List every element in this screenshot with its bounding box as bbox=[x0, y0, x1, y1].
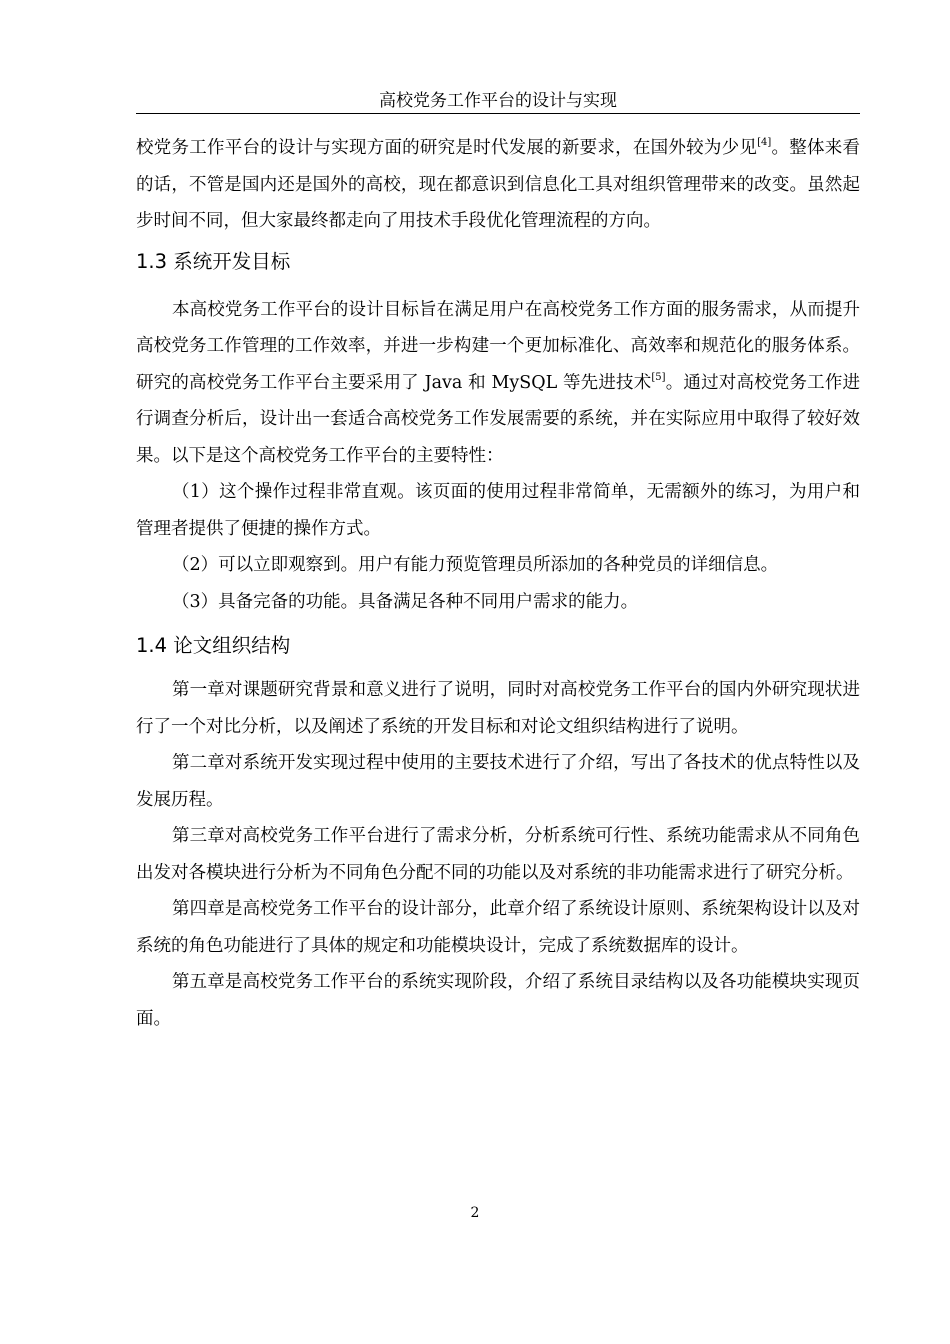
citation-ref-4: [4] bbox=[757, 137, 772, 148]
chapter-summary-4: 第四章是高校党务工作平台的设计部分，此章介绍了系统设计原则、系统架构设计以及对系统的角色功能进行了具体的规定和功能模块设计，完成了系统数据库的设计。 bbox=[136, 899, 860, 956]
page-header-title: 高校党务工作平台的设计与实现 bbox=[379, 91, 617, 111]
page-number: 2 bbox=[470, 1205, 480, 1221]
chapter-summary-5: 第五章是高校党务工作平台的系统实现阶段，介绍了系统目录结构以及各功能模块实现页面。 bbox=[136, 972, 860, 1029]
document-body bbox=[136, 130, 860, 1037]
header-rule bbox=[136, 113, 860, 114]
section-heading-1-4: 1.4 论文组织结构 bbox=[136, 634, 291, 657]
intro-text-part2: 。整体来看的话，不管是国内还是国外的高校，现在都意识到信息化工具对组织管理带来的改变。虽然起步时间不同，但大家最终都走向了用技术手段优化管理流程的方向。 bbox=[136, 138, 861, 231]
para-text-part2: 。通过对高校党务工作进行调查分析后，设计出一套适合高校党务工作发展需要的系统，并在实际应用中取得了较好效果。以下是这个高校党务工作平台的主要特性： bbox=[136, 372, 861, 466]
para-text-part1: 本高校党务工作平台的设计目标旨在满足用户在高校党务工作方面的服务需求，从而提升高校党务工作管理的工作效率，并进一步构建一个更加标准化、高效率和规范化的服务体系。研究的高校党务工作平台主要采用了 Java 和 MySQL 等先进技术 bbox=[136, 299, 860, 393]
intro-text-part1: 校党务工作平台的设计与实现方面的研究是时代发展的新要求，在国外较为少见 bbox=[136, 138, 758, 158]
feature-item-1: （1）这个操作过程非常直观。该页面的使用过程非常简单，无需额外的练习，为用户和管理者提供了便捷的操作方式。 bbox=[136, 482, 860, 539]
citation-ref-5: [5] bbox=[651, 371, 666, 383]
section-1-3-paragraph bbox=[136, 292, 860, 475]
chapter-summary-3: 第三章对高校党务工作平台进行了需求分析，分析系统可行性、系统功能需求从不同角色出发对各模块进行分析为不同角色分配不同的功能以及对系统的非功能需求进行了研究分析。 bbox=[136, 826, 860, 883]
chapter-summary-2: 第二章对系统开发实现过程中使用的主要技术进行了介绍，写出了各技术的优点特性以及发展历程。 bbox=[136, 753, 860, 810]
feature-item-2: （2）可以立即观察到。用户有能力预览管理员所添加的各种党员的详细信息。 bbox=[172, 555, 779, 575]
intro-paragraph bbox=[136, 130, 860, 240]
section-heading-1-3: 1.3 系统开发目标 bbox=[136, 249, 291, 273]
chapter-summary-1: 第一章对课题研究背景和意义进行了说明，同时对高校党务工作平台的国内外研究现状进行了一个对比分析，以及阐述了系统的开发目标和对论文组织结构进行了说明。 bbox=[136, 680, 860, 737]
feature-item-3: （3）具备完备的功能。具备满足各种不同用户需求的能力。 bbox=[172, 591, 639, 612]
